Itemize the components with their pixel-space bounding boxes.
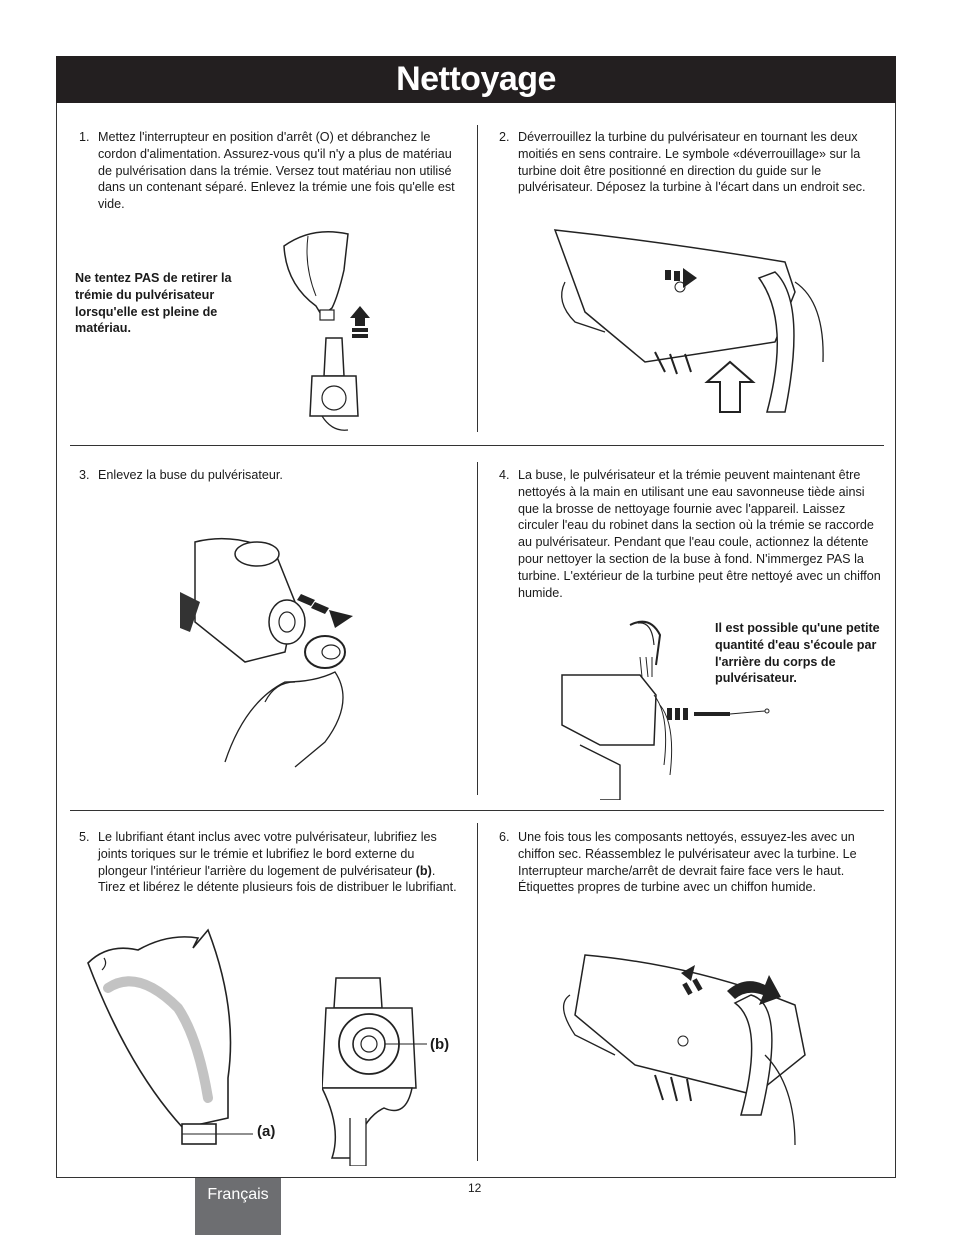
step-text: Déverrouillez la turbine du pulvérisateur en tournant les deux moitiés en sens contraire. Le symbole «déverrouillage» sur la turbine doit être positionné en direction du guide sur le pulvérisateur. Déposez la turbine à l'écart dans un endroit sec. bbox=[518, 130, 866, 195]
hopper-warning-note: Ne tentez PAS de retirer la trémie du pulvérisateur lorsqu'elle est pleine de matériau. bbox=[75, 271, 232, 336]
step-number: 4. bbox=[499, 468, 510, 482]
column-divider bbox=[477, 823, 478, 1161]
column-divider bbox=[477, 462, 478, 795]
hopper-lubrication-illustration bbox=[78, 928, 253, 1153]
step-text: La buse, le pulvérisateur et la trémie peuvent maintenant être nettoyés à la main en utilisant une eau savonneuse tiède ainsi que la brosse de nettoyage fournie avec l'appareil. Laissez circuler l'eau du robinet dans la section où la trémie se raccorde au pulvérisateur. Pendant que l'eau coule, actionnez la détente pour nettoyer la section de la buse à fond. N'immergez PAS la turbine. L'extérieur de la turbine peut être nettoyé avec un chiffon humide. bbox=[518, 468, 881, 600]
step-2 bbox=[499, 129, 879, 196]
nozzle-removal-illustration bbox=[175, 532, 365, 772]
hopper-removal-illustration bbox=[272, 226, 382, 438]
step-3 bbox=[79, 467, 459, 484]
step-number: 5. bbox=[79, 830, 90, 844]
page-number: 12 bbox=[468, 1181, 482, 1195]
step-6 bbox=[499, 829, 889, 896]
row-divider bbox=[70, 445, 884, 446]
step-5 bbox=[79, 829, 459, 896]
step-text: Une fois tous les composants nettoyés, essuyez-les avec un chiffon sec. Réassemblez le pulvérisateur avec la turbine. Le Interrupteur marche/arrêt de devrait faire face vers le haut. Étiquettes propres de turbine avec un chiffon humide. bbox=[518, 830, 857, 895]
language-tab: Français bbox=[195, 1178, 281, 1235]
step-text: Le lubrifiant étant inclus avec votre pulvérisateur, lubrifiez les joints toriques sur le trémie et lubrifiez le bord externe du plongeur l'intérieur l'arrière du logement de pulvérisateur (b). Tirez et libérez le détente plusieurs fois de distribuer le lubrifiant. bbox=[98, 830, 457, 895]
step-number: 6. bbox=[499, 830, 510, 844]
step-number: 3. bbox=[79, 468, 90, 482]
nozzle-cleaning-illustration bbox=[560, 615, 775, 800]
label-a: (a) bbox=[257, 1123, 276, 1140]
column-divider bbox=[477, 125, 478, 432]
step-4 bbox=[499, 467, 889, 601]
water-leak-note: Il est possible qu'une petite quantité d'eau s'écoule par l'arrière du corps de pulvérisateur. bbox=[715, 621, 880, 686]
label-b: (b) bbox=[430, 1036, 450, 1053]
page-title: Nettoyage bbox=[56, 56, 896, 103]
step-number: 2. bbox=[499, 130, 510, 144]
turbine-reassembly-illustration bbox=[555, 945, 830, 1160]
sprayer-plunger-illustration bbox=[322, 968, 427, 1166]
step-text: Mettez l'interrupteur en position d'arrêt (O) et débranchez le cordon d'alimentation. Assurez-vous qu'il n'y a plus de matériau de pulvérisation dans la trémie. Versez tout matériau non utilisé dans un contenant séparé. Enlevez la trémie une fois qu'elle est vide. bbox=[98, 130, 455, 212]
step-text: Enlevez la buse du pulvérisateur. bbox=[98, 468, 283, 482]
turbine-unlock-illustration bbox=[545, 222, 830, 427]
step-1 bbox=[79, 129, 459, 213]
step-number: 1. bbox=[79, 130, 90, 144]
row-divider bbox=[70, 810, 884, 811]
